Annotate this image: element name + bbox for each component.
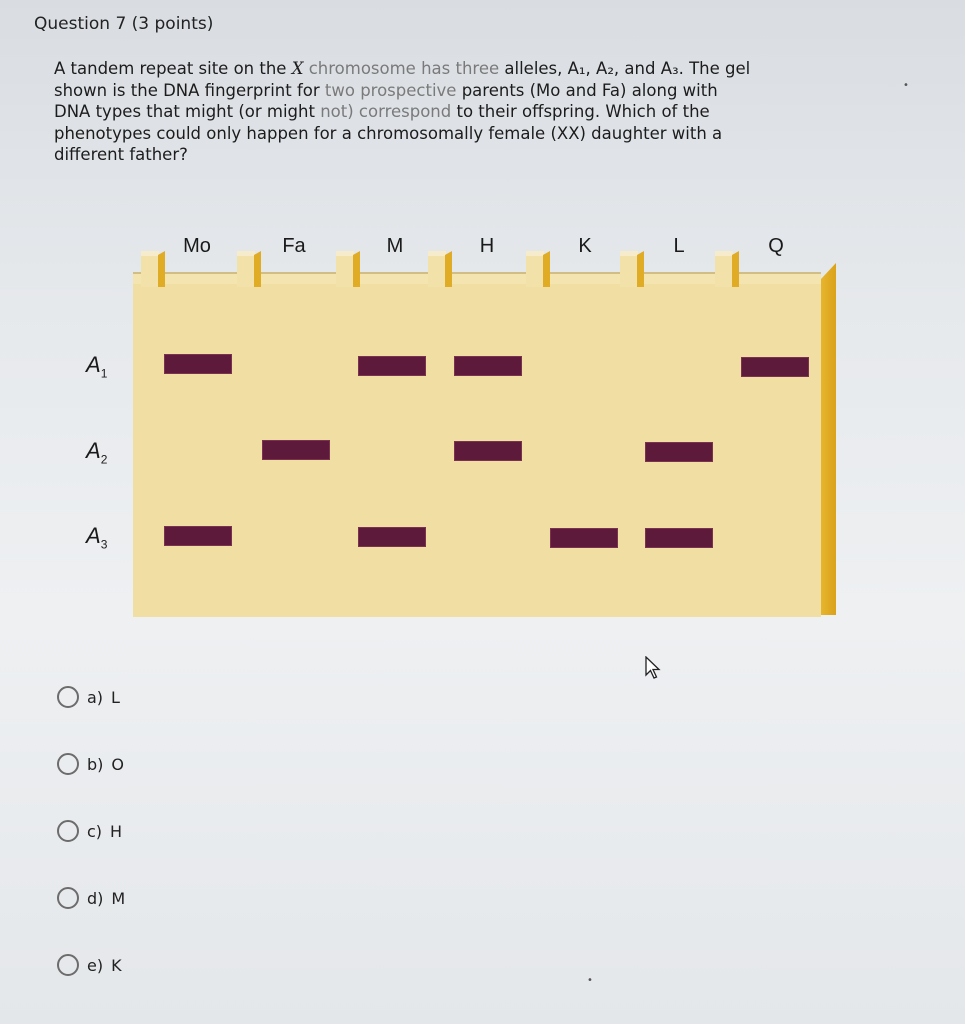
gel-comb-tooth bbox=[715, 255, 733, 287]
option-b[interactable] bbox=[57, 753, 124, 775]
option-e[interactable] bbox=[57, 954, 122, 976]
allele-letter: A bbox=[86, 523, 101, 548]
text-segment: shown is the DNA fingerprint for bbox=[54, 80, 325, 100]
stray-mark: • bbox=[587, 975, 593, 986]
gel-comb-tooth bbox=[237, 255, 255, 287]
option-value: L bbox=[111, 687, 120, 707]
text-dim: chromosome has three bbox=[303, 59, 500, 78]
lane-label-mo: Mo bbox=[183, 235, 211, 257]
band-q-a1 bbox=[741, 357, 809, 377]
lane-label-fa: Fa bbox=[282, 235, 306, 257]
text-segment: A tandem repeat site on the bbox=[54, 59, 292, 78]
allele-letter: A bbox=[86, 438, 101, 463]
option-value: H bbox=[110, 821, 123, 841]
radio-button-b[interactable] bbox=[57, 753, 79, 775]
text-dim: two prospective bbox=[324, 80, 457, 100]
question-line-2 bbox=[54, 80, 854, 102]
question-line-4: phenotypes could only happen for a chromosomally female (XX) daughter with a bbox=[54, 123, 723, 143]
gel-figure bbox=[133, 235, 838, 620]
option-letter: e) bbox=[87, 955, 104, 975]
option-value: M bbox=[111, 888, 126, 908]
band-mo-a1 bbox=[164, 354, 232, 374]
option-letter: a) bbox=[87, 687, 104, 707]
question-text bbox=[54, 58, 854, 166]
option-letter: d) bbox=[87, 888, 104, 908]
lane-label-k: K bbox=[578, 235, 592, 257]
option-d[interactable] bbox=[57, 887, 125, 909]
band-m-a3 bbox=[358, 527, 426, 547]
question-line-5: different father? bbox=[54, 145, 188, 164]
text-segment: DNA types that might (or might bbox=[54, 102, 321, 121]
gel-comb-tooth bbox=[336, 255, 354, 287]
gel-comb-tooth bbox=[526, 255, 544, 287]
stray-mark: • bbox=[903, 80, 909, 91]
allele-sub: 3 bbox=[100, 537, 108, 552]
radio-button-c[interactable] bbox=[57, 820, 79, 842]
option-value: O bbox=[111, 754, 124, 774]
allele-sub: 1 bbox=[100, 366, 108, 381]
radio-button-a[interactable] bbox=[57, 686, 79, 708]
band-h-a2 bbox=[454, 441, 522, 461]
gel-comb-tooth bbox=[428, 255, 446, 287]
text-segment: alleles, A₁, A₂, and A₃. The gel bbox=[499, 59, 751, 78]
allele-label-a1 bbox=[86, 352, 107, 380]
lane-label-m: M bbox=[386, 235, 404, 257]
option-letter: b) bbox=[87, 754, 104, 774]
allele-label-a3 bbox=[86, 523, 107, 551]
question-title: Question 7 (3 points) bbox=[34, 14, 214, 34]
question-line-1 bbox=[54, 58, 854, 80]
lane-label-l: L bbox=[673, 235, 685, 257]
band-l-a2 bbox=[645, 442, 713, 462]
text-italic: X bbox=[291, 59, 304, 78]
text-segment: parents (Mo and Fa) along with bbox=[456, 80, 718, 100]
gel-comb-tooth bbox=[620, 255, 638, 287]
band-h-a1 bbox=[454, 356, 522, 376]
allele-letter: A bbox=[86, 352, 101, 377]
question-line-3 bbox=[54, 101, 854, 123]
band-mo-a3 bbox=[164, 526, 232, 546]
option-c[interactable] bbox=[57, 820, 122, 842]
mouse-cursor-icon bbox=[645, 656, 663, 682]
lane-label-h: H bbox=[479, 235, 495, 257]
option-letter: c) bbox=[87, 821, 103, 841]
radio-button-e[interactable] bbox=[57, 954, 79, 976]
gel-comb-tooth bbox=[141, 255, 159, 287]
option-value: K bbox=[111, 955, 122, 975]
band-k-a3 bbox=[550, 528, 618, 548]
lane-label-q: Q bbox=[768, 235, 784, 257]
text-segment: to their offspring. Which of the bbox=[451, 102, 710, 121]
option-a[interactable] bbox=[57, 686, 120, 708]
band-fa-a2 bbox=[262, 440, 330, 460]
band-m-a1 bbox=[358, 356, 426, 376]
allele-label-a2 bbox=[86, 438, 107, 466]
text-dim: not) correspond bbox=[320, 102, 452, 121]
allele-sub: 2 bbox=[100, 452, 108, 467]
gel-side-edge bbox=[821, 263, 836, 615]
band-l-a3 bbox=[645, 528, 713, 548]
radio-button-d[interactable] bbox=[57, 887, 79, 909]
